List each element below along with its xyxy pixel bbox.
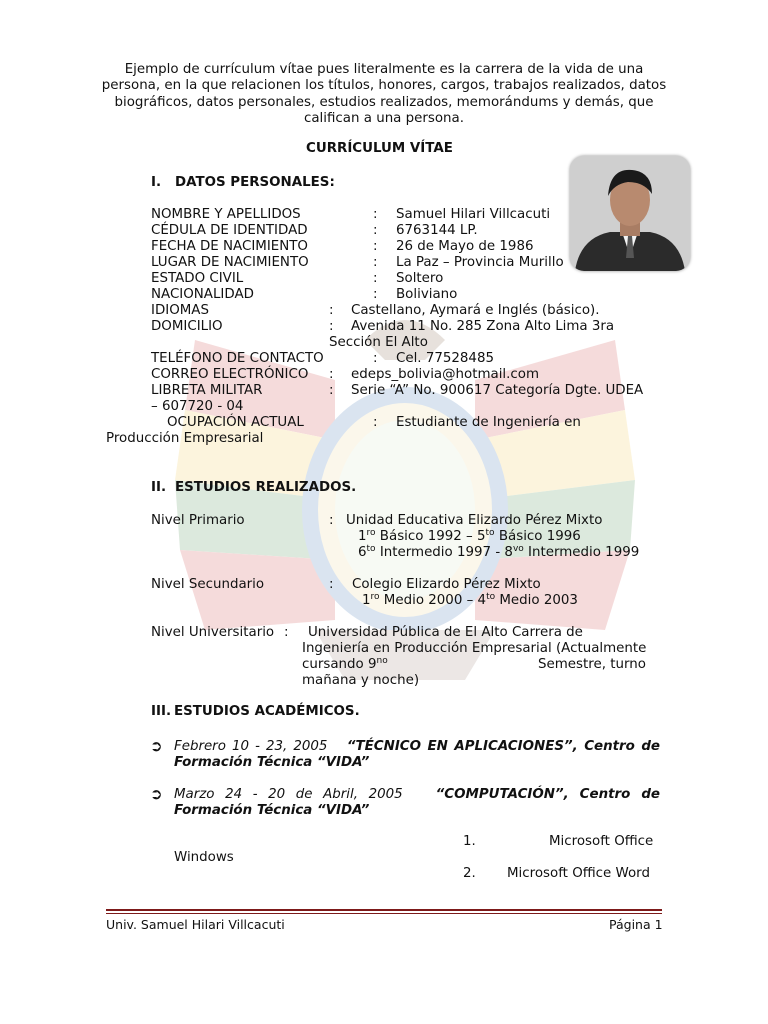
arrow-bullet-icon: ➲: [150, 785, 163, 803]
university-line-4: mañana y noche): [302, 673, 420, 688]
field-colon: :: [373, 207, 378, 222]
field-label: NACIONALIDAD: [151, 287, 254, 302]
secondary-years-line: $1^{ro}$ Medio $2000 - 4^{to}$ Medio 2003: [362, 592, 578, 608]
field-label: LUGAR DE NACIMIENTO: [151, 255, 309, 270]
field-colon: :: [373, 223, 378, 238]
document-title: CURRÍCULUM VÍTAE: [306, 141, 453, 156]
list-number: 1.: [463, 834, 476, 849]
university-level-label: Nivel Universitario: [151, 625, 275, 640]
footer-divider: [106, 909, 662, 915]
university-line-3b: Semestre, turno: [538, 657, 646, 672]
field-label: DOMICILIO: [151, 319, 223, 334]
university-line-3a: cursando $9^{no}$: [302, 656, 388, 672]
section-1-number: I.: [151, 175, 162, 190]
secondary-school: Colegio Elizardo Pérez Mixto: [352, 577, 541, 592]
field-label: CÉDULA DE IDENTIDAD: [151, 223, 308, 238]
field-value: Avenida 11 No. 285 Zona Alto Lima 3ra: [351, 319, 615, 334]
field-value: Serie “A” No. 900617 Categoría Dgte. UDEA: [351, 383, 644, 398]
university-line-1: Universidad Pública de El Alto Carrera de: [308, 625, 583, 640]
field-label: OCUPACIÓN ACTUAL: [167, 415, 304, 430]
field-label: CORREO ELECTRÓNICO: [151, 367, 309, 382]
field-value: Cel. 77528485: [396, 351, 494, 366]
field-value: 26 de Mayo de 1986: [396, 239, 534, 254]
field-colon: :: [329, 367, 334, 382]
field-value: Samuel Hilari Villcacuti: [396, 207, 551, 222]
profile-photo: [570, 156, 690, 271]
field-label: LIBRETA MILITAR: [151, 383, 263, 398]
field-label: FECHA DE NACIMIENTO: [151, 239, 308, 254]
field-colon: :: [373, 351, 378, 366]
academic-item-line-1: Febrero 10 - 23, 2005 “TÉCNICO EN APLICACIONES”, Centro de: [174, 739, 660, 754]
section-3-title: ESTUDIOS ACADÉMICOS.: [174, 704, 360, 719]
field-value: 6763144 LP.: [396, 223, 478, 238]
arrow-bullet-icon: ➲: [150, 737, 163, 755]
field-value-continued: Sección El Alto: [329, 335, 428, 350]
field-colon: :: [373, 255, 378, 270]
intro-paragraph: Ejemplo de currículum vítae pues literalmente es la carrera de la vida de una persona, en la que relacionen los títulos, honores, cargos, trabajos realizados, datos biográficos, datos personales, estudios realizados, memorándums y demás, que califican a una persona.: [101, 62, 667, 126]
field-colon: :: [329, 513, 334, 528]
primary-level-label: Nivel Primario: [151, 513, 245, 528]
list-item: Microsoft Office Word: [507, 866, 650, 881]
field-value: Soltero: [396, 271, 444, 286]
section-1-title: DATOS PERSONALES:: [175, 175, 335, 190]
list-number: 2.: [463, 866, 476, 881]
field-label: ESTADO CIVIL: [151, 271, 244, 286]
field-colon: :: [329, 577, 334, 592]
section-2-number: II.: [151, 480, 167, 495]
field-colon: :: [329, 383, 334, 398]
field-value: La Paz – Provincia Murillo: [396, 255, 564, 270]
footer-author: Univ. Samuel Hilari Villcacuti: [106, 917, 285, 932]
field-value: edeps_bolivia@hotmail.com: [351, 367, 539, 382]
field-colon: :: [329, 319, 334, 334]
list-item-continued: Windows: [174, 850, 234, 865]
secondary-level-label: Nivel Secundario: [151, 577, 265, 592]
field-value: Boliviano: [396, 287, 458, 302]
primary-school: Unidad Educativa Elizardo Pérez Mixto: [346, 513, 603, 528]
field-label: TELÉFONO DE CONTACTO: [151, 351, 324, 366]
primary-years-line-1: $1^{ro}$ Básico $1992 - 5^{to}$ Básico 1996: [358, 528, 581, 544]
field-colon: :: [373, 271, 378, 286]
list-item: Microsoft Office: [549, 834, 654, 849]
field-colon: :: [329, 303, 334, 318]
section-3-number: III.: [151, 704, 172, 719]
academic-item-line-2: Formación Técnica “VIDA”: [174, 803, 370, 818]
section-2-title: ESTUDIOS REALIZADOS.: [175, 480, 357, 495]
academic-item-line-2: Formación Técnica “VIDA”: [174, 755, 370, 770]
page-number: Página 1: [609, 917, 663, 932]
field-value: Estudiante de Ingeniería en: [396, 415, 581, 430]
field-colon: :: [373, 415, 378, 430]
field-label: IDIOMAS: [151, 303, 209, 318]
field-value: Castellano, Aymará e Inglés (básico).: [351, 303, 600, 318]
academic-item-line-1: Marzo 24 - 20 de Abril, 2005 “COMPUTACIÓN”, Centro de: [174, 787, 660, 802]
field-colon: :: [373, 239, 378, 254]
primary-years-line-2: $6^{to}$ Intermedio $1997 - 8^{vo}$ Intermedio 1999: [358, 544, 640, 560]
field-label: NOMBRE Y APELLIDOS: [151, 207, 301, 222]
field-value-continued: Producción Empresarial: [106, 431, 264, 446]
field-colon: :: [284, 625, 289, 640]
field-colon: :: [373, 287, 378, 302]
university-line-2: Ingeniería en Producción Empresarial (Actualmente: [302, 641, 647, 656]
field-value-continued: – 607720 - 04: [151, 399, 244, 414]
